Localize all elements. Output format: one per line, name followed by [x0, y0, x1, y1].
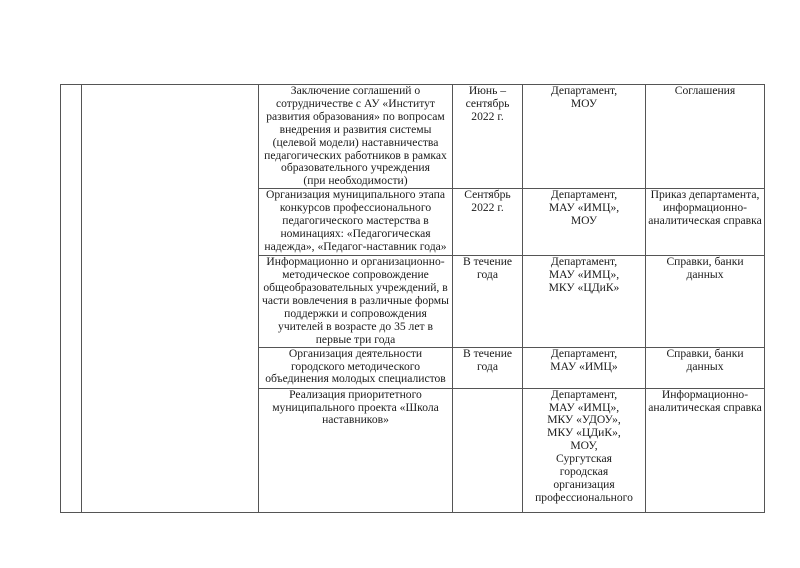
result-cell: Справки, банки данных: [646, 347, 765, 388]
responsible-cell: Департамент, МАУ «ИМЦ»: [523, 347, 646, 388]
period-cell: [453, 388, 523, 512]
period-cell: В течение года: [453, 347, 523, 388]
result-cell: Соглашения: [646, 85, 765, 189]
responsible-cell: Департамент, МАУ «ИМЦ», МКУ «ЦДиК»: [523, 256, 646, 347]
activity-cell: Заключение соглашений о сотрудничестве с АУ «Институт развития образования» по вопросам внедрения и развития системы (целевой модели) наставничества педагогических работников в рамках образовательного учреждения (при необходимости): [259, 85, 453, 189]
responsible-cell: Департамент, МАУ «ИМЦ», МОУ: [523, 189, 646, 256]
period-cell: В течение года: [453, 256, 523, 347]
responsible-cell: Департамент, МОУ: [523, 85, 646, 189]
result-cell: Приказ департамента, информационно-аналитическая справка: [646, 189, 765, 256]
section-cell: [82, 85, 259, 513]
period-cell: Июнь – сентябрь 2022 г.: [453, 85, 523, 189]
number-cell: [61, 85, 82, 513]
result-cell: Справки, банки данных: [646, 256, 765, 347]
activity-cell: Организация муниципального этапа конкурсов профессионального педагогического мастерства в номинациях: «Педагогическая надежда», «Педагог-наставник года»: [259, 189, 453, 256]
responsible-cell: Департамент, МАУ «ИМЦ», МКУ «УДОУ», МКУ «ЦДиК», МОУ, Сургутская городская организация профессионального: [523, 388, 646, 512]
plan-table: [60, 84, 765, 513]
activity-cell: Информационно и организационно-методическое сопровождение общеобразовательных учреждений, в части вовлечения в различные формы поддержки и сопровождения учителей в возрасте до 35 лет в первые три года: [259, 256, 453, 347]
result-cell: Информационно-аналитическая справка: [646, 388, 765, 512]
activity-cell: Организация деятельности городского методического объединения молодых специалистов: [259, 347, 453, 388]
activity-cell: Реализация приоритетного муниципального проекта «Школа наставников»: [259, 388, 453, 512]
period-cell: Сентябрь 2022 г.: [453, 189, 523, 256]
table-row: [61, 85, 765, 189]
